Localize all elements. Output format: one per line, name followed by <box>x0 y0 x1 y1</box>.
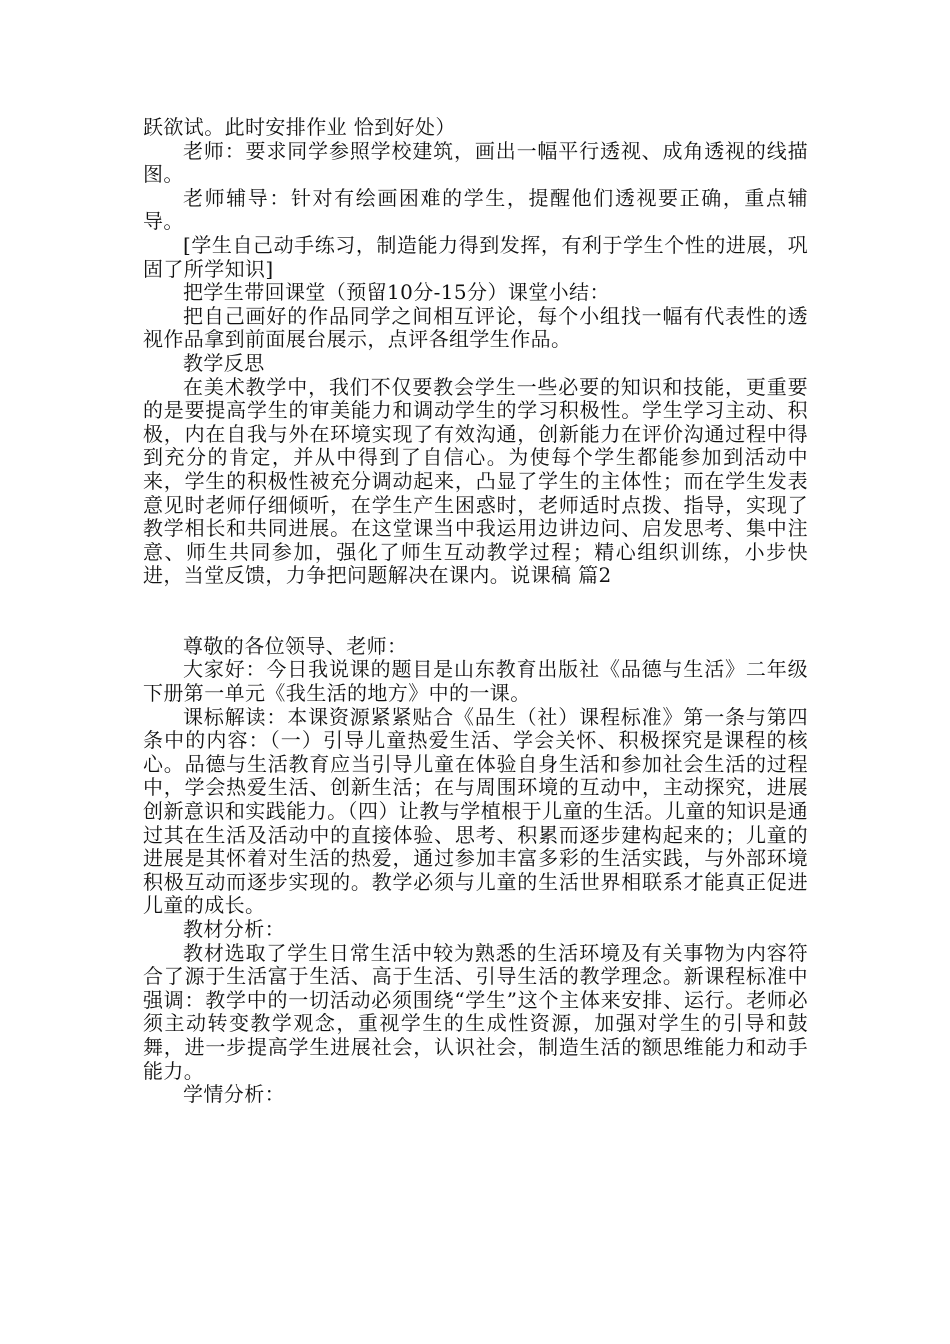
paragraph-textbook-analysis: 教材选取了学生日常生活中较为熟悉的生活环境及有关事物为内容符合了源于生活富于生活、高于生活、引导生活的教学理念。新课程标准中强调：教学中的一切活动必须围绕“学生”这个主体来安排、运行。老师必须主动转变教学观念，重视学生的生成性资源，加强对学生的引导和鼓舞，进一步提高学生进展社会，认识社会，制造生活的额思维能力和动手能力。 <box>143 940 808 1083</box>
heading-learner-analysis: 学情分析： <box>183 1082 285 1107</box>
section-spacer <box>143 588 808 635</box>
heading-teaching-reflection: 教学反思 <box>183 350 265 375</box>
paragraph-class-summary: 把学生带回课堂（预留10分-15分）课堂小结： <box>183 280 610 305</box>
paragraph-reflection-body: 在美术教学中，我们不仅要教会学生一些必要的知识和技能，更重要的是要提高学生的审美能力和调动学生的学习积极性。学生学习主动、积极，内在自我与外在环境实现了有效沟通，创新能力在评价沟通过程中得到充分的肯定，并从中得到了自信心。为使每个学生都能参加到活动中来，学生的积极性被充分调动起来，凸显了学生的主体性；而在学生发表意见时老师仔细倾听，在学生产生困惑时，老师适时点拨、指导，实现了教学相长和共同进展。在这堂课当中我运用边讲边问、启发思考、集中注意、师生共同参加，强化了师生互动教学过程；精心组织训练，小步快进，当堂反馈，力争把问题解决在课内。说课稿 篇2 <box>143 374 808 588</box>
paragraph-student-practice-note: [学生自己动手练习，制造能力得到发挥，有利于学生个性的进展，巩固了所学知识] <box>143 232 808 281</box>
paragraph-teacher-guidance: 老师辅导：针对有绘画困难的学生，提醒他们透视要正确，重点辅导。 <box>143 185 808 234</box>
paragraph-continuation: 跃欲试。此时安排作业 恰到好处） <box>143 115 456 139</box>
paragraph-introduction: 大家好：今日我说课的题目是山东教育出版社《品德与生活》二年级下册第一单元《我生活的地方》中的一课。 <box>143 657 808 706</box>
paragraph-greeting: 尊敬的各位领导、老师： <box>183 633 408 658</box>
paragraph-curriculum-standard: 课标解读：本课资源紧紧贴合《品生（社）课程标准》第一条与第四条中的内容：（一）引导儿童热爱生活、学会关怀、积极探究是课程的核心。品德与生活教育应当引导儿童在体验自身生活和参加社会生活的过程中，学会热爱生活、创新生活；在与周围环境的互动中，主动探究，进展创新意识和实践能力。（四）让教与学植根于儿童的生活。儿童的知识是通过其在生活及活动中的直接体验、思考、积累而逐步建构起来的；儿童的进展是其怀着对生活的热爱，通过参加丰富多彩的生活实践，与外部环境积极互动而逐步实现的。教学必须与儿童的生活世界相联系才能真正促进儿童的成长。 <box>143 704 808 918</box>
paragraph-teacher-task: 老师：要求同学参照学校建筑，画出一幅平行透视、成角透视的线描图。 <box>143 138 808 187</box>
document-body <box>143 116 808 1107</box>
heading-textbook-analysis: 教材分析： <box>183 917 285 941</box>
paragraph-peer-review: 把自己画好的作品同学之间相互评论，每个小组找一幅有代表性的透视作品拿到前面展台展示，点评各组学生作品。 <box>143 303 808 352</box>
